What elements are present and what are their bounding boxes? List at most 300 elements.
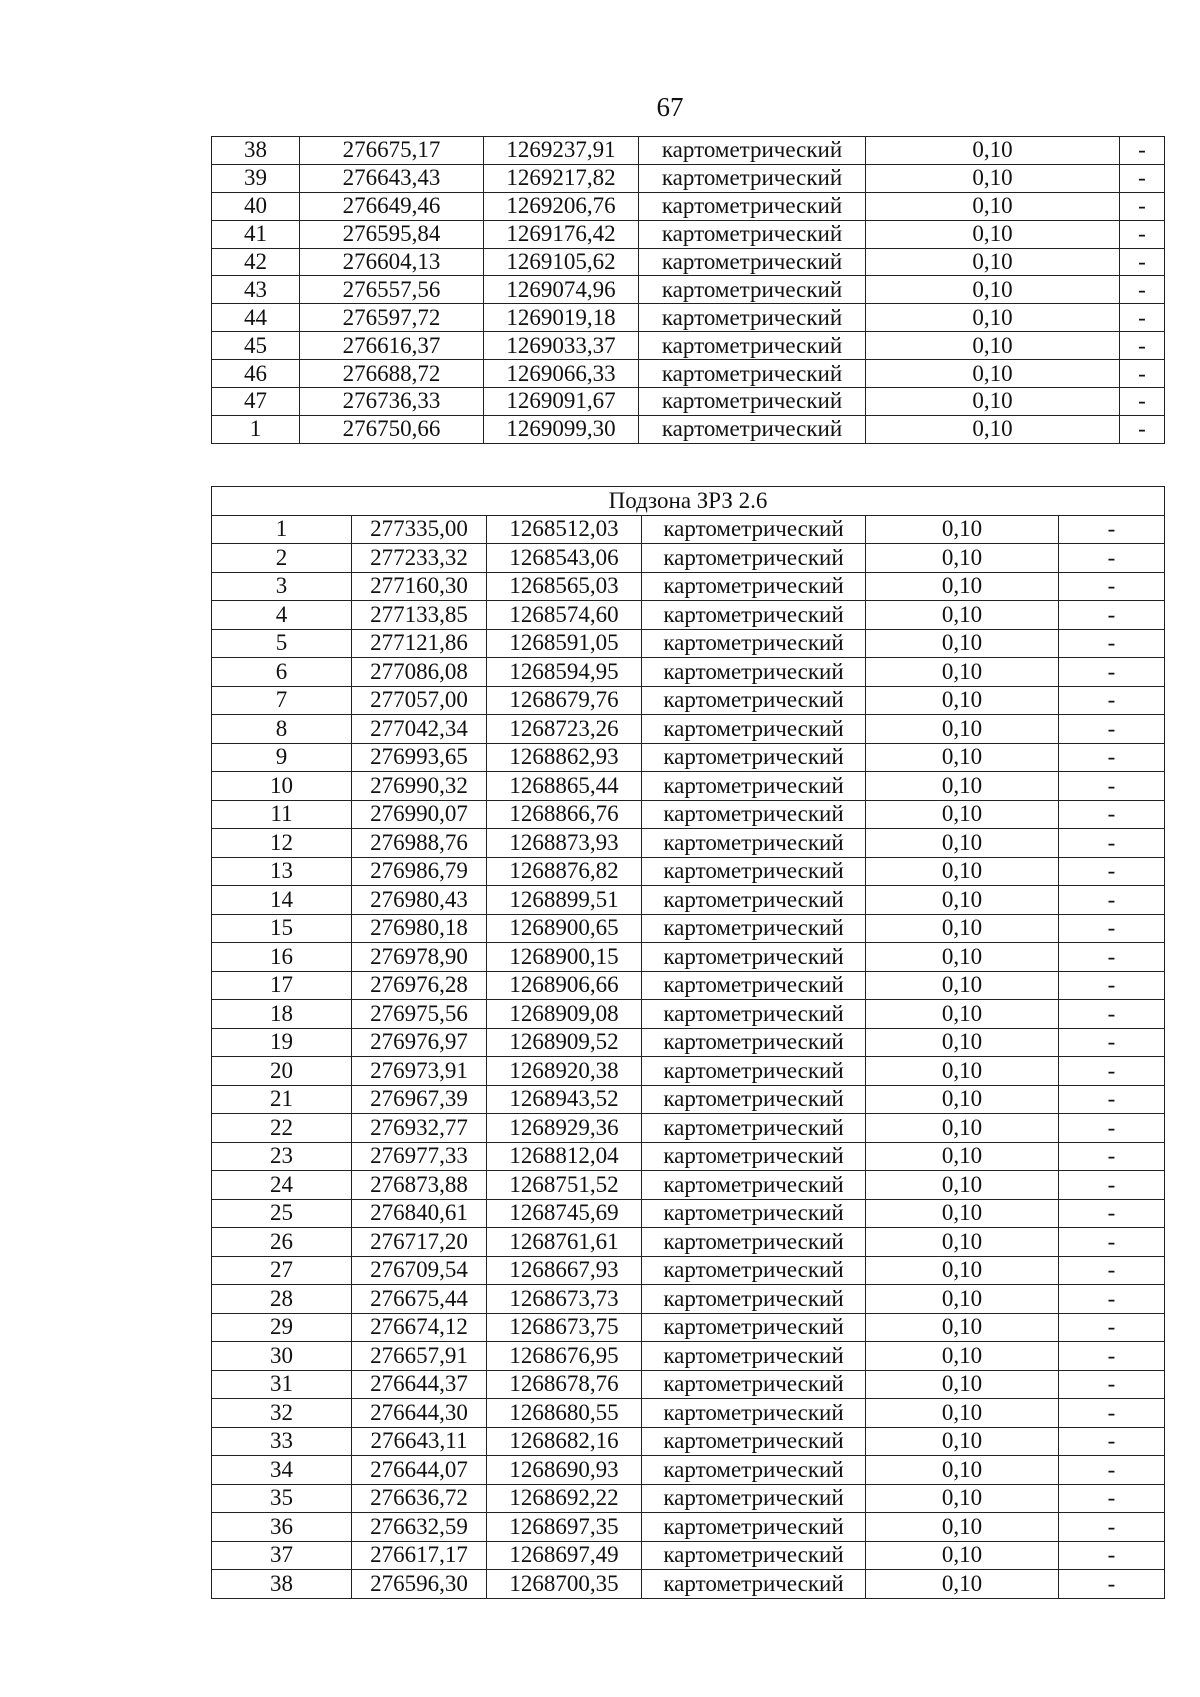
method-cell: картометрический — [642, 1228, 866, 1257]
y-coordinate-cell: 1268751,52 — [487, 1171, 642, 1200]
table-row — [212, 914, 1165, 943]
description-cell: - — [1059, 1456, 1165, 1485]
description-cell: - — [1059, 544, 1165, 573]
table-row — [212, 1256, 1165, 1285]
method-cell: картометрический — [642, 544, 866, 573]
precision-cell: 0,10 — [866, 360, 1120, 388]
precision-cell: 0,10 — [866, 772, 1059, 801]
description-cell: - — [1059, 971, 1165, 1000]
precision-cell: 0,10 — [866, 1513, 1059, 1542]
precision-cell: 0,10 — [866, 829, 1059, 858]
x-coordinate-cell: 276736,33 — [300, 388, 484, 416]
precision-cell: 0,10 — [866, 800, 1059, 829]
point-number-cell: 38 — [212, 1570, 352, 1599]
subzone-caption: Подзона ЗРЗ 2.6 — [212, 487, 1165, 516]
table-row — [212, 276, 1165, 304]
point-number-cell: 1 — [212, 515, 352, 544]
point-number-cell: 20 — [212, 1057, 352, 1086]
method-cell: картометрический — [642, 1513, 866, 1542]
precision-cell: 0,10 — [866, 137, 1120, 165]
y-coordinate-cell: 1268745,69 — [487, 1199, 642, 1228]
precision-cell: 0,10 — [866, 601, 1059, 630]
y-coordinate-cell: 1269206,76 — [484, 192, 639, 220]
x-coordinate-cell: 276604,13 — [300, 248, 484, 276]
y-coordinate-cell: 1268682,16 — [487, 1427, 642, 1456]
x-coordinate-cell: 276873,88 — [352, 1171, 487, 1200]
method-cell: картометрический — [642, 1399, 866, 1428]
point-number-cell: 12 — [212, 829, 352, 858]
table-row — [212, 304, 1165, 332]
table-row — [212, 886, 1165, 915]
x-coordinate-cell: 276675,44 — [352, 1285, 487, 1314]
x-coordinate-cell: 276932,77 — [352, 1114, 487, 1143]
method-cell: картометрический — [642, 686, 866, 715]
method-cell: картометрический — [639, 137, 866, 165]
table-row — [212, 415, 1165, 443]
x-coordinate-cell: 277160,30 — [352, 572, 487, 601]
y-coordinate-cell: 1268723,26 — [487, 715, 642, 744]
table-row — [212, 1142, 1165, 1171]
table-row — [212, 1541, 1165, 1570]
description-cell: - — [1059, 743, 1165, 772]
table-row — [212, 715, 1165, 744]
description-cell: - — [1059, 1228, 1165, 1257]
method-cell: картометрический — [642, 886, 866, 915]
precision-cell: 0,10 — [866, 857, 1059, 886]
point-number-cell: 19 — [212, 1028, 352, 1057]
table-row — [212, 1114, 1165, 1143]
table-row — [212, 943, 1165, 972]
x-coordinate-cell: 276643,43 — [300, 164, 484, 192]
description-cell: - — [1059, 1370, 1165, 1399]
table-row — [212, 743, 1165, 772]
point-number-cell: 6 — [212, 658, 352, 687]
point-number-cell: 1 — [212, 415, 300, 443]
x-coordinate-cell: 277335,00 — [352, 515, 487, 544]
table-row — [212, 1456, 1165, 1485]
y-coordinate-cell: 1268697,35 — [487, 1513, 642, 1542]
method-cell: картометрический — [639, 332, 866, 360]
table-row — [212, 1513, 1165, 1542]
table-row — [212, 1484, 1165, 1513]
point-number-cell: 33 — [212, 1427, 352, 1456]
table-row — [212, 1399, 1165, 1428]
point-number-cell: 32 — [212, 1399, 352, 1428]
point-number-cell: 28 — [212, 1285, 352, 1314]
table-row — [212, 1285, 1165, 1314]
point-number-cell: 7 — [212, 686, 352, 715]
precision-cell: 0,10 — [866, 572, 1059, 601]
point-number-cell: 46 — [212, 360, 300, 388]
point-number-cell: 22 — [212, 1114, 352, 1143]
x-coordinate-cell: 276990,07 — [352, 800, 487, 829]
x-coordinate-cell: 277086,08 — [352, 658, 487, 687]
precision-cell: 0,10 — [866, 1171, 1059, 1200]
method-cell: картометрический — [639, 415, 866, 443]
description-cell: - — [1059, 658, 1165, 687]
precision-cell: 0,10 — [866, 544, 1059, 573]
description-cell: - — [1120, 332, 1165, 360]
method-cell: картометрический — [639, 220, 866, 248]
description-cell: - — [1059, 1342, 1165, 1371]
x-coordinate-cell: 276975,56 — [352, 1000, 487, 1029]
y-coordinate-cell: 1268761,61 — [487, 1228, 642, 1257]
method-cell: картометрический — [639, 192, 866, 220]
x-coordinate-cell: 276750,66 — [300, 415, 484, 443]
table-row — [212, 1028, 1165, 1057]
y-coordinate-cell: 1269033,37 — [484, 332, 639, 360]
precision-cell: 0,10 — [866, 914, 1059, 943]
point-number-cell: 15 — [212, 914, 352, 943]
y-coordinate-cell: 1268679,76 — [487, 686, 642, 715]
subzone-caption-row — [212, 487, 1165, 516]
method-cell: картометрический — [642, 1456, 866, 1485]
y-coordinate-cell: 1268692,22 — [487, 1484, 642, 1513]
description-cell: - — [1059, 1199, 1165, 1228]
y-coordinate-cell: 1268565,03 — [487, 572, 642, 601]
description-cell: - — [1059, 1285, 1165, 1314]
precision-cell: 0,10 — [866, 1570, 1059, 1599]
precision-cell: 0,10 — [866, 1484, 1059, 1513]
x-coordinate-cell: 276986,79 — [352, 857, 487, 886]
precision-cell: 0,10 — [866, 1028, 1059, 1057]
x-coordinate-cell: 276643,11 — [352, 1427, 487, 1456]
precision-cell: 0,10 — [866, 1085, 1059, 1114]
y-coordinate-cell: 1268690,93 — [487, 1456, 642, 1485]
point-number-cell: 13 — [212, 857, 352, 886]
x-coordinate-cell: 276636,72 — [352, 1484, 487, 1513]
y-coordinate-cell: 1268943,52 — [487, 1085, 642, 1114]
description-cell: - — [1059, 686, 1165, 715]
y-coordinate-cell: 1268865,44 — [487, 772, 642, 801]
y-coordinate-cell: 1268512,03 — [487, 515, 642, 544]
precision-cell: 0,10 — [866, 415, 1120, 443]
method-cell: картометрический — [642, 772, 866, 801]
y-coordinate-cell: 1268873,93 — [487, 829, 642, 858]
method-cell: картометрический — [642, 1285, 866, 1314]
precision-cell: 0,10 — [866, 388, 1120, 416]
point-number-cell: 31 — [212, 1370, 352, 1399]
y-coordinate-cell: 1268909,08 — [487, 1000, 642, 1029]
description-cell: - — [1059, 1142, 1165, 1171]
point-number-cell: 37 — [212, 1541, 352, 1570]
precision-cell: 0,10 — [866, 1541, 1059, 1570]
method-cell: картометрический — [642, 715, 866, 744]
table-row — [212, 629, 1165, 658]
y-coordinate-cell: 1269105,62 — [484, 248, 639, 276]
precision-cell: 0,10 — [866, 1399, 1059, 1428]
precision-cell: 0,10 — [866, 1228, 1059, 1257]
point-number-cell: 21 — [212, 1085, 352, 1114]
precision-cell: 0,10 — [866, 304, 1120, 332]
x-coordinate-cell: 276617,17 — [352, 1541, 487, 1570]
method-cell: картометрический — [642, 1313, 866, 1342]
description-cell: - — [1120, 415, 1165, 443]
table-row — [212, 1570, 1165, 1599]
subzone-table — [211, 486, 1165, 1599]
method-cell: картометрический — [642, 1256, 866, 1285]
y-coordinate-cell: 1268697,49 — [487, 1541, 642, 1570]
x-coordinate-cell: 277233,32 — [352, 544, 487, 573]
point-number-cell: 2 — [212, 544, 352, 573]
x-coordinate-cell: 277057,00 — [352, 686, 487, 715]
precision-cell: 0,10 — [866, 164, 1120, 192]
point-number-cell: 42 — [212, 248, 300, 276]
table-row — [212, 800, 1165, 829]
method-cell: картометрический — [642, 857, 866, 886]
point-number-cell: 11 — [212, 800, 352, 829]
x-coordinate-cell: 276980,18 — [352, 914, 487, 943]
y-coordinate-cell: 1268876,82 — [487, 857, 642, 886]
description-cell: - — [1059, 1114, 1165, 1143]
x-coordinate-cell: 276976,97 — [352, 1028, 487, 1057]
x-coordinate-cell: 276632,59 — [352, 1513, 487, 1542]
point-number-cell: 26 — [212, 1228, 352, 1257]
y-coordinate-cell: 1268906,66 — [487, 971, 642, 1000]
precision-cell: 0,10 — [866, 686, 1059, 715]
description-cell: - — [1059, 800, 1165, 829]
point-number-cell: 10 — [212, 772, 352, 801]
description-cell: - — [1059, 1000, 1165, 1029]
method-cell: картометрический — [642, 743, 866, 772]
table-row — [212, 515, 1165, 544]
precision-cell: 0,10 — [866, 192, 1120, 220]
method-cell: картометрический — [639, 248, 866, 276]
y-coordinate-cell: 1268594,95 — [487, 658, 642, 687]
point-number-cell: 41 — [212, 220, 300, 248]
method-cell: картометрический — [642, 1370, 866, 1399]
point-number-cell: 40 — [212, 192, 300, 220]
x-coordinate-cell: 276840,61 — [352, 1199, 487, 1228]
description-cell: - — [1059, 715, 1165, 744]
x-coordinate-cell: 276595,84 — [300, 220, 484, 248]
description-cell: - — [1059, 1427, 1165, 1456]
precision-cell: 0,10 — [866, 943, 1059, 972]
precision-cell: 0,10 — [866, 1370, 1059, 1399]
precision-cell: 0,10 — [866, 1427, 1059, 1456]
x-coordinate-cell: 276674,12 — [352, 1313, 487, 1342]
point-number-cell: 24 — [212, 1171, 352, 1200]
y-coordinate-cell: 1268574,60 — [487, 601, 642, 630]
precision-cell: 0,10 — [866, 1114, 1059, 1143]
y-coordinate-cell: 1268673,73 — [487, 1285, 642, 1314]
table-row — [212, 1085, 1165, 1114]
description-cell: - — [1120, 192, 1165, 220]
description-cell: - — [1120, 360, 1165, 388]
precision-cell: 0,10 — [866, 1199, 1059, 1228]
page-number: 67 — [656, 92, 684, 122]
description-cell: - — [1059, 1541, 1165, 1570]
table-row — [212, 1199, 1165, 1228]
table-row — [212, 1370, 1165, 1399]
method-cell: картометрический — [642, 572, 866, 601]
point-number-cell: 4 — [212, 601, 352, 630]
x-coordinate-cell: 276976,28 — [352, 971, 487, 1000]
table-row — [212, 857, 1165, 886]
precision-cell: 0,10 — [866, 886, 1059, 915]
x-coordinate-cell: 277042,34 — [352, 715, 487, 744]
description-cell: - — [1059, 1570, 1165, 1599]
table-row — [212, 829, 1165, 858]
method-cell: картометрический — [642, 1342, 866, 1371]
x-coordinate-cell: 276675,17 — [300, 137, 484, 165]
y-coordinate-cell: 1269066,33 — [484, 360, 639, 388]
point-number-cell: 25 — [212, 1199, 352, 1228]
method-cell: картометрический — [642, 829, 866, 858]
method-cell: картометрический — [642, 943, 866, 972]
method-cell: картометрический — [642, 1570, 866, 1599]
y-coordinate-cell: 1268900,15 — [487, 943, 642, 972]
description-cell: - — [1120, 137, 1165, 165]
point-number-cell: 43 — [212, 276, 300, 304]
method-cell: картометрический — [642, 971, 866, 1000]
method-cell: картометрический — [642, 1541, 866, 1570]
method-cell: картометрический — [642, 629, 866, 658]
y-coordinate-cell: 1269176,42 — [484, 220, 639, 248]
y-coordinate-cell: 1268900,65 — [487, 914, 642, 943]
description-cell: - — [1059, 572, 1165, 601]
description-cell: - — [1120, 164, 1165, 192]
y-coordinate-cell: 1269237,91 — [484, 137, 639, 165]
y-coordinate-cell: 1268543,06 — [487, 544, 642, 573]
point-number-cell: 8 — [212, 715, 352, 744]
table-row — [212, 1057, 1165, 1086]
y-coordinate-cell: 1268899,51 — [487, 886, 642, 915]
precision-cell: 0,10 — [866, 743, 1059, 772]
x-coordinate-cell: 276973,91 — [352, 1057, 487, 1086]
x-coordinate-cell: 276980,43 — [352, 886, 487, 915]
point-number-cell: 45 — [212, 332, 300, 360]
method-cell: картометрический — [642, 1484, 866, 1513]
description-cell: - — [1059, 914, 1165, 943]
table-row — [212, 137, 1165, 165]
point-number-cell: 39 — [212, 164, 300, 192]
description-cell: - — [1059, 1313, 1165, 1342]
x-coordinate-cell: 277133,85 — [352, 601, 487, 630]
table-row — [212, 360, 1165, 388]
table-row — [212, 1342, 1165, 1371]
method-cell: картометрический — [642, 1057, 866, 1086]
precision-cell: 0,10 — [866, 515, 1059, 544]
y-coordinate-cell: 1268920,38 — [487, 1057, 642, 1086]
description-cell: - — [1059, 1484, 1165, 1513]
point-number-cell: 23 — [212, 1142, 352, 1171]
precision-cell: 0,10 — [866, 332, 1120, 360]
method-cell: картометрический — [642, 800, 866, 829]
y-coordinate-cell: 1269217,82 — [484, 164, 639, 192]
method-cell: картометрический — [639, 276, 866, 304]
x-coordinate-cell: 276644,07 — [352, 1456, 487, 1485]
precision-cell: 0,10 — [866, 1313, 1059, 1342]
y-coordinate-cell: 1268673,75 — [487, 1313, 642, 1342]
y-coordinate-cell: 1268667,93 — [487, 1256, 642, 1285]
table-row — [212, 658, 1165, 687]
point-number-cell: 29 — [212, 1313, 352, 1342]
table-row — [212, 544, 1165, 573]
point-number-cell: 9 — [212, 743, 352, 772]
y-coordinate-cell: 1268866,76 — [487, 800, 642, 829]
precision-cell: 0,10 — [866, 971, 1059, 1000]
x-coordinate-cell: 276688,72 — [300, 360, 484, 388]
description-cell: - — [1120, 388, 1165, 416]
precision-cell: 0,10 — [866, 1256, 1059, 1285]
point-number-cell: 34 — [212, 1456, 352, 1485]
y-coordinate-cell: 1268909,52 — [487, 1028, 642, 1057]
description-cell: - — [1059, 829, 1165, 858]
x-coordinate-cell: 276717,20 — [352, 1228, 487, 1257]
method-cell: картометрический — [639, 360, 866, 388]
description-cell: - — [1059, 772, 1165, 801]
precision-cell: 0,10 — [866, 248, 1120, 276]
method-cell: картометрический — [642, 1142, 866, 1171]
description-cell: - — [1059, 1057, 1165, 1086]
y-coordinate-cell: 1268678,76 — [487, 1370, 642, 1399]
description-cell: - — [1120, 276, 1165, 304]
y-coordinate-cell: 1269091,67 — [484, 388, 639, 416]
method-cell: картометрический — [642, 1427, 866, 1456]
method-cell: картометрический — [642, 1171, 866, 1200]
description-cell: - — [1059, 1256, 1165, 1285]
y-coordinate-cell: 1269019,18 — [484, 304, 639, 332]
table-row — [212, 220, 1165, 248]
point-number-cell: 35 — [212, 1484, 352, 1513]
precision-cell: 0,10 — [866, 1000, 1059, 1029]
point-number-cell: 17 — [212, 971, 352, 1000]
method-cell: картометрический — [642, 658, 866, 687]
x-coordinate-cell: 276649,46 — [300, 192, 484, 220]
precision-cell: 0,10 — [866, 715, 1059, 744]
method-cell: картометрический — [642, 601, 866, 630]
precision-cell: 0,10 — [866, 220, 1120, 248]
precision-cell: 0,10 — [866, 1057, 1059, 1086]
description-cell: - — [1059, 515, 1165, 544]
y-coordinate-cell: 1268591,05 — [487, 629, 642, 658]
point-number-cell: 47 — [212, 388, 300, 416]
y-coordinate-cell: 1268812,04 — [487, 1142, 642, 1171]
description-cell: - — [1059, 1028, 1165, 1057]
table-row — [212, 1313, 1165, 1342]
table-row — [212, 248, 1165, 276]
point-number-cell: 18 — [212, 1000, 352, 1029]
description-cell: - — [1059, 1171, 1165, 1200]
x-coordinate-cell: 276644,37 — [352, 1370, 487, 1399]
table-row — [212, 686, 1165, 715]
point-number-cell: 27 — [212, 1256, 352, 1285]
point-number-cell: 14 — [212, 886, 352, 915]
x-coordinate-cell: 276709,54 — [352, 1256, 487, 1285]
method-cell: картометрический — [642, 1028, 866, 1057]
x-coordinate-cell: 277121,86 — [352, 629, 487, 658]
method-cell: картометрический — [642, 1000, 866, 1029]
y-coordinate-cell: 1269099,30 — [484, 415, 639, 443]
description-cell: - — [1059, 857, 1165, 886]
method-cell: картометрический — [642, 515, 866, 544]
table-row — [212, 601, 1165, 630]
description-cell: - — [1059, 943, 1165, 972]
x-coordinate-cell: 276978,90 — [352, 943, 487, 972]
table-row — [212, 192, 1165, 220]
method-cell: картометрический — [639, 164, 866, 192]
x-coordinate-cell: 276557,56 — [300, 276, 484, 304]
precision-cell: 0,10 — [866, 1142, 1059, 1171]
table-row — [212, 572, 1165, 601]
description-cell: - — [1059, 1085, 1165, 1114]
x-coordinate-cell: 276616,37 — [300, 332, 484, 360]
point-number-cell: 38 — [212, 137, 300, 165]
description-cell: - — [1059, 886, 1165, 915]
x-coordinate-cell: 276993,65 — [352, 743, 487, 772]
precision-cell: 0,10 — [866, 1342, 1059, 1371]
